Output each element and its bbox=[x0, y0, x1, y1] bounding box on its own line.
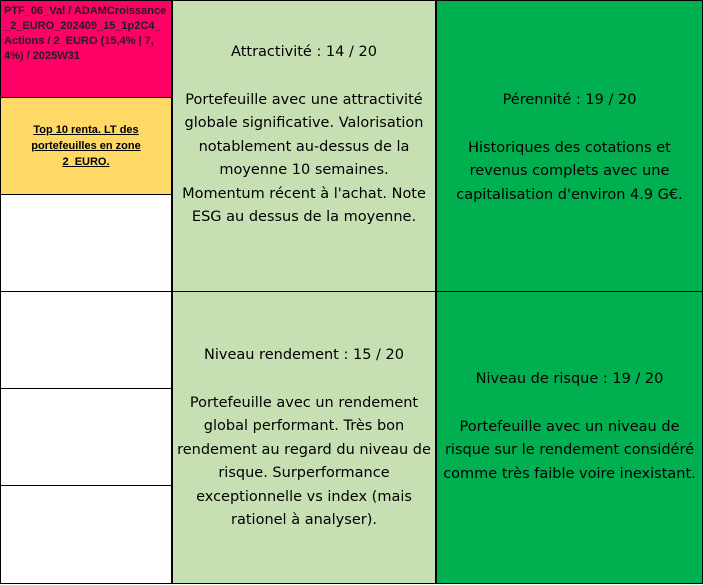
attractivite-title: Attractivité : 14 / 20 bbox=[231, 44, 377, 60]
risque-panel bbox=[436, 291, 703, 584]
perennite-description: Historiques des cotations et revenus complets avec une capitalisation d'environ 4.9 G€. bbox=[456, 139, 683, 203]
empty-cell-1 bbox=[0, 194, 172, 292]
attractivite-panel bbox=[172, 0, 436, 292]
top-renta-link[interactable]: Top 10 renta. LT des portefeuilles en zone 2_EURO. bbox=[31, 124, 141, 168]
portfolio-id-cell bbox=[0, 0, 172, 98]
attractivite-description: Portefeuille avec une attractivité globale significative. Valorisation notablement au-dessus de la moyenne 10 semaines. Momentum récent à l'achat. Note ESG au dessus de la moyenne. bbox=[182, 91, 426, 225]
empty-cell-2 bbox=[0, 291, 172, 389]
rendement-panel bbox=[172, 291, 436, 584]
risque-title: Niveau de risque : 19 / 20 bbox=[475, 371, 664, 387]
rendement-description: Portefeuille avec un rendement global performant. Très bon rendement au regard du niveau de risque. Surperformance exceptionnelle vs index (mais rationel à analyser). bbox=[177, 394, 431, 528]
empty-cell-3 bbox=[0, 388, 172, 486]
top-renta-link-cell[interactable] bbox=[0, 97, 172, 195]
perennite-title: Pérennité : 19 / 20 bbox=[502, 92, 637, 108]
perennite-panel bbox=[436, 0, 703, 292]
rendement-title: Niveau rendement : 15 / 20 bbox=[204, 347, 404, 363]
portfolio-id-text: PTF_06_Val / ADAMCroissance_2_EURO_202409_15_1p2C4_Actions / 2_EURO (15,4% | 7,4%) / 2025W31 bbox=[4, 5, 167, 62]
risque-description: Portefeuille avec un niveau de risque sur le rendement considéré comme très faible voire inexistant. bbox=[443, 418, 696, 482]
empty-cell-4 bbox=[0, 485, 172, 584]
